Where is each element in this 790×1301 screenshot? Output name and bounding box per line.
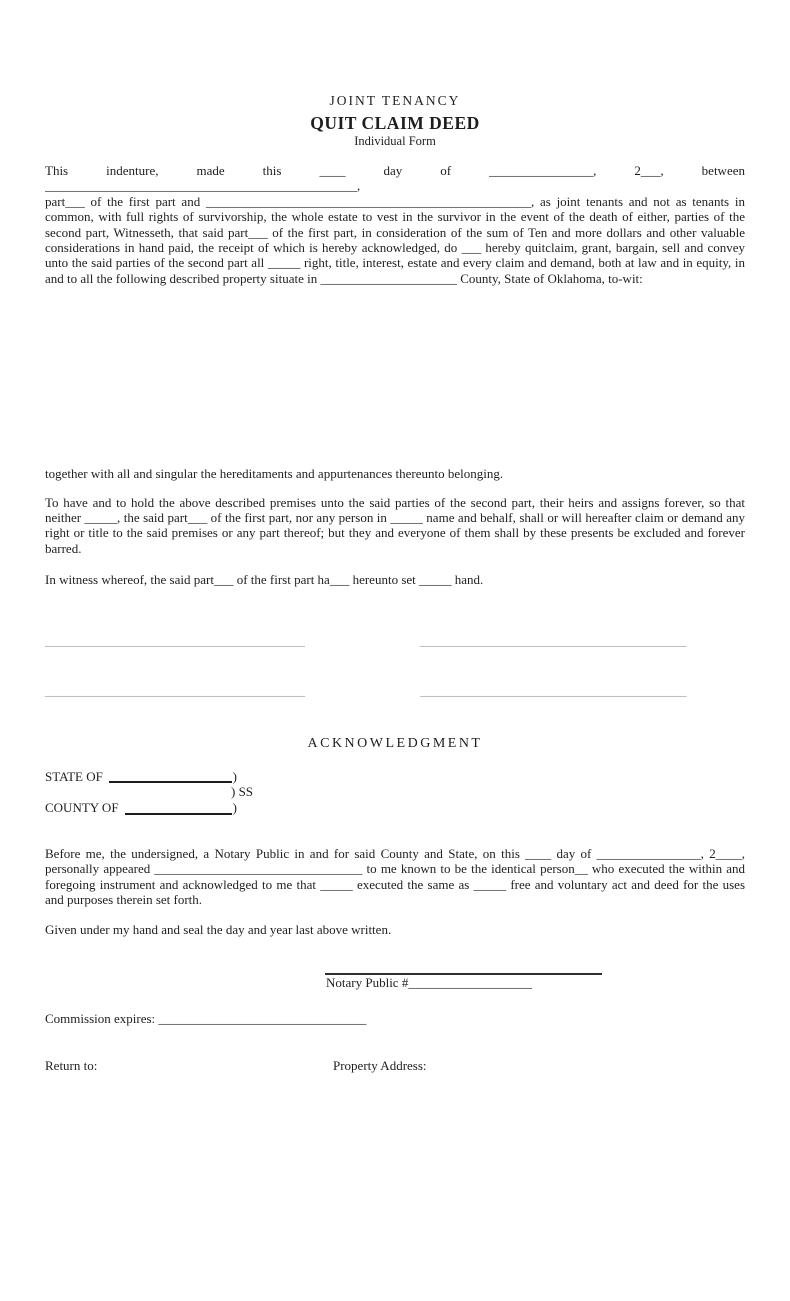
text-line: second part, Witnesseth, that said part___ of the first part, in consideration of the sum of Ten and more dollars and other valuable <box>45 224 745 240</box>
commission-expires-line: Commission expires: ________________________________ <box>45 1011 367 1027</box>
state-of-blank-line <box>109 770 232 783</box>
text-line: Before me, the undersigned, a Notary Public in and for said County and State, on this ____ day of ________________, 2____, <box>45 845 745 861</box>
signature-line: _________________________________________ <box>420 683 687 699</box>
return-to-label: Return to: <box>45 1057 98 1073</box>
text-line: neither _____, the said part___ of the first part, nor any person in _____ name and behalf, shall or will hereafter claim or demand any <box>45 510 745 526</box>
text-line: common, with full rights of survivorship, the whole estate to vest in the survivor in the event of the death of either, parties of the <box>45 209 745 225</box>
document-title-line2: QUIT CLAIM DEED <box>310 113 480 133</box>
habendum-paragraph <box>45 495 745 557</box>
signature-row-2 <box>45 683 745 698</box>
indenture-paragraph <box>45 163 745 286</box>
text-line: foregoing instrument and acknowledged to me that _____ executed the same as _____ free and voluntary act and deed for the uses <box>45 876 745 892</box>
venue-block <box>45 769 745 816</box>
signature-line: ________________________________________ <box>45 632 305 648</box>
signature-row-1 <box>45 633 745 648</box>
state-of-label: STATE OF <box>45 768 103 784</box>
text-line: right or title to the said premises or any part thereof; but they and everyone of them shall by these presents be excluded and forever <box>45 525 745 541</box>
county-of-row <box>45 800 237 816</box>
text-line: considerations in hand paid, the receipt of which is hereby acknowledged, do ___ hereby quitclaim, grant, bargain, sell and convey <box>45 240 745 256</box>
notary-public-label: Notary Public #___________________ <box>326 974 532 990</box>
witness-line: In witness whereof, the said part___ of the first part ha___ hereunto set _____ hand. <box>45 572 484 588</box>
footer-row <box>45 1058 745 1073</box>
state-of-row <box>45 769 237 785</box>
notary-paragraph <box>45 846 745 908</box>
together-with-line: together with all and singular the hereditaments and appurtenances thereunto belonging. <box>45 466 504 482</box>
document-title-line3: Individual Form <box>354 134 436 148</box>
text-line: and to all the following described property situate in _____________________ County, State of Oklahoma, to-wit: <box>45 270 643 286</box>
text-line: part___ of the first part and __________________________________________________, as joint tenants and not as tenants in <box>45 193 745 209</box>
county-of-label: COUNTY OF <box>45 800 119 816</box>
county-paren: ) <box>232 800 237 816</box>
text-line: This indenture, made this ____ day of ________________, 2___, between ________________________________________________, <box>45 163 745 194</box>
text-line: unto the said parties of the second part all _____ right, title, interest, estate and every claim and demand, both at law and in equity, in <box>45 255 745 271</box>
document-title-line1: JOINT TENANCY <box>329 93 461 108</box>
acknowledgment-heading: ACKNOWLEDGMENT <box>307 735 483 751</box>
state-paren: ) <box>232 768 237 784</box>
signature-line: _________________________________________ <box>420 632 687 648</box>
signature-line: ________________________________________ <box>45 683 305 699</box>
text-line: barred. <box>45 540 82 556</box>
county-of-blank-line <box>125 802 232 815</box>
text-line: and purposes therein set forth. <box>45 892 203 908</box>
given-under-line: Given under my hand and seal the day and year last above written. <box>45 921 392 937</box>
text-line: To have and to hold the above described premises unto the said parties of the second part, their heirs and assigns forever, so that <box>45 494 745 510</box>
property-address-label: Property Address: <box>333 1057 427 1073</box>
ss-row: ) SS <box>231 784 254 800</box>
text-line: personally appeared ________________________________ to me known to be the identical person__ who executed the within and <box>45 861 745 877</box>
